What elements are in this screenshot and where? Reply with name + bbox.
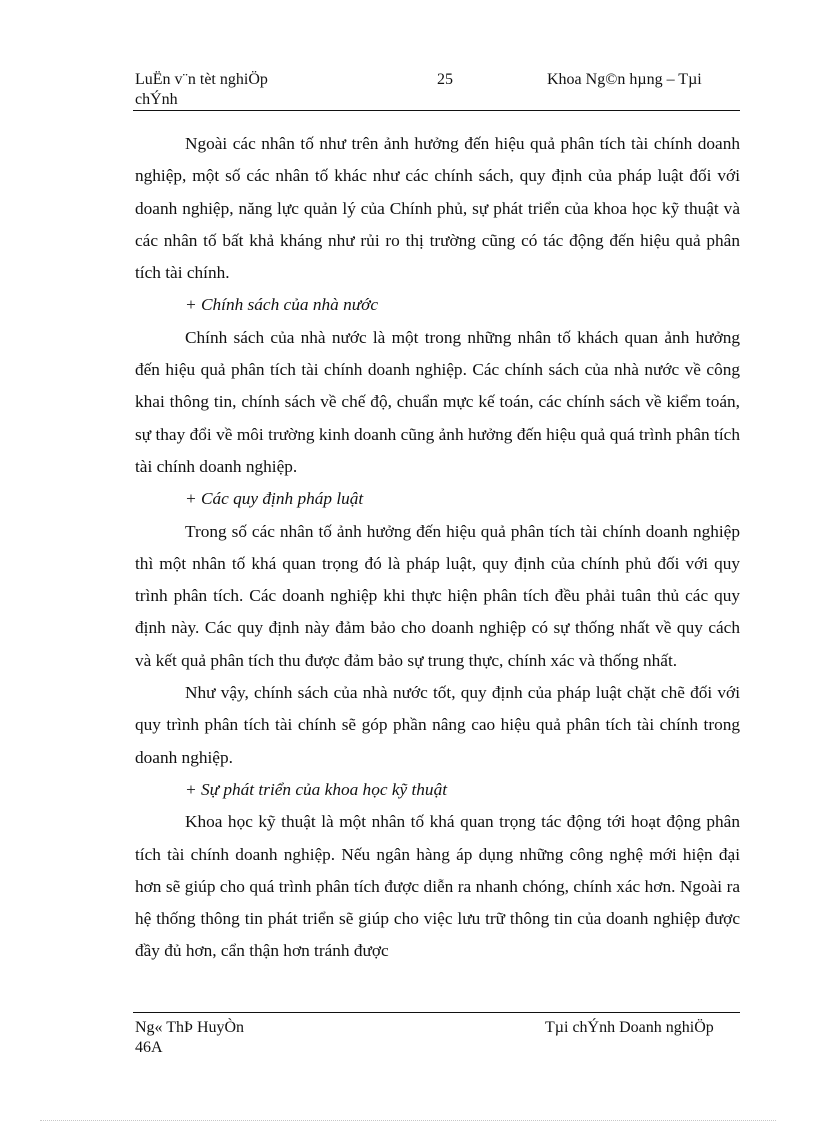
paragraph: Ngoài các nhân tố như trên ảnh hưởng đến hiệu quả phân tích tài chính doanh nghiệp, một số các nhân tố khác như các chính sách, quy định của pháp luật đối với doanh nghiệp, năng lực quản lý của Chính phủ, sự phát triển của khoa học kỹ thuật và các nhân tố bất khả kháng như rủi ro thị trường cũng có tác động đến hiệu quả phân tích tài chính. <box>135 134 740 283</box>
page-bottom-divider <box>40 1120 776 1121</box>
paragraph: Chính sách của nhà nước là một trong những nhân tố khách quan ảnh hưởng đến hiệu quả phân tích tài chính doanh nghiệp. Các chính sách của nhà nước về công khai thông tin, chính sách về chế độ, chuẩn mực kế toán, các chính sách về kiểm toán, sự thay đổi về môi trường kinh doanh cũng ảnh hưởng đến hiệu quả quá trình phân tích tài chính doanh nghiệp. <box>135 327 740 476</box>
header-rule <box>133 110 740 111</box>
paragraph: Trong số các nhân tố ảnh hưởng đến hiệu quả phân tích tài chính doanh nghiệp thì một nhân tố khá quan trọng đó là pháp luật, quy định của chính phủ đối với quy trình phân tích. Các doanh nghiệp khi thực hiện phân tích đều phải tuân thủ các quy định này. Các quy định này đảm bảo cho doanh nghiệp có sự thống nhất về quy cách và kết quả phân tích thu được đảm bảo sự trung thực, chính xác và thống nhất. <box>135 521 740 670</box>
footer-department: Tµi chÝnh Doanh nghiÖp <box>545 1019 714 1036</box>
page-number: 25 <box>437 71 453 88</box>
section-subheading: + Các quy định pháp luật <box>185 489 364 509</box>
footer-rule <box>133 1012 740 1013</box>
section-subheading: + Sự phát triển của khoa học kỹ thuật <box>185 779 448 799</box>
footer-author: Ng« ThÞ HuyÒn <box>135 1019 245 1036</box>
document-body <box>135 128 740 968</box>
paragraph: Khoa học kỹ thuật là một nhân tố khá quan trọng tác động tới hoạt động phân tích tài chính doanh nghiệp. Nếu ngân hàng áp dụng những công nghệ mới hiện đại hơn sẽ giúp cho quá trình phân tích được diễn ra nhanh chóng, chính xác hơn. Ngoài ra hệ thống thông tin phát triển sẽ giúp cho việc lưu trữ thông tin của doanh nghiệp được đầy đủ hơn, cẩn thận hơn tránh được <box>135 812 740 961</box>
header-title-continued: chÝnh <box>135 91 178 108</box>
paragraph: Như vậy, chính sách của nhà nước tốt, quy định của pháp luật chặt chẽ đối với quy trình phân tích tài chính sẽ góp phần nâng cao hiệu quả phân tích tài chính trong doanh nghiệp. <box>135 683 740 767</box>
header-title: LuËn v¨n tèt nghiÖp <box>135 71 268 88</box>
header-faculty: Khoa Ng©n hµng – Tµi <box>547 71 702 88</box>
footer-class: 46A <box>135 1039 163 1056</box>
section-subheading: + Chính sách của nhà nước <box>185 295 379 315</box>
